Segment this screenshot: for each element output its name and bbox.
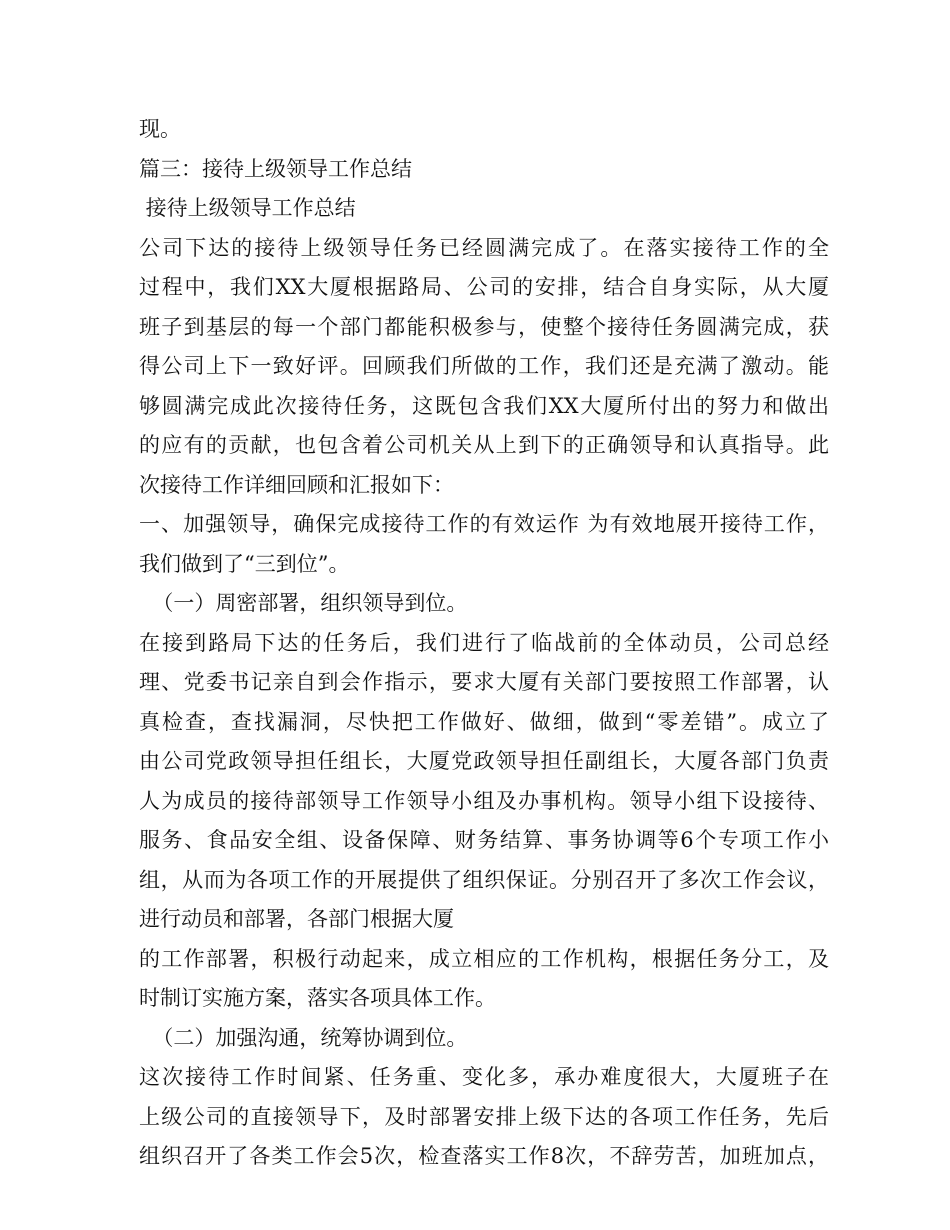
text-line: 服务、食品安全组、设备保障、财务结算、事务协调等6个专项工作小 — [139, 828, 829, 852]
text-line: 得公司上下一致好评。回顾我们所做的工作，我们还是充满了激动。能 — [139, 354, 829, 378]
text-line: 过程中，我们XX大厦根据路局、公司的安排，结合自身实际，从大厦 — [139, 275, 829, 299]
text-line: 的应有的贡献，也包含着公司机关从上到下的正确领导和认真指导。此 — [139, 433, 829, 457]
text-line: 的工作部署，积极行动起来，成立相应的工作机构，根据任务分工，及 — [139, 946, 829, 971]
text-line: （二）加强沟通，统筹协调到位。 — [139, 1025, 468, 1050]
text-line: 公司下达的接待上级领导任务已经圆满完成了。在落实接待工作的全 — [139, 235, 829, 260]
text-line: 这次接待工作时间紧、任务重、变化多，承办难度很大，大厦班子在 — [139, 1065, 829, 1089]
text-line: 我们做到了“三到位”。 — [139, 551, 350, 576]
text-line: 真检查，查找漏洞，尽快把工作做好、做细，做到“零差错”。成立了 — [139, 709, 829, 734]
text-line: 在接到路局下达的任务后，我们进行了临战前的全体动员，公司总经 — [139, 630, 829, 655]
text-line: 由公司党政领导担任组长，大厦党政领导担任副组长，大厦各部门负责 — [139, 749, 829, 773]
text-line: 接待上级领导工作总结 — [139, 196, 356, 220]
text-line: 人为成员的接待部领导工作领导小组及办事机构。领导小组下设接待、 — [139, 788, 829, 813]
text-line: 够圆满完成此次接待任务，这既包含我们XX大厦所付出的努力和做出 — [139, 393, 829, 418]
text-line: 上级公司的直接领导下，及时部署安排上级下达的各项工作任务，先后 — [139, 1104, 829, 1129]
text-line: 组，从而为各项工作的开展提供了组织保证。分别召开了多次工作会议， — [139, 867, 829, 892]
text-line: 进行动员和部署，各部门根据大厦 — [139, 907, 454, 931]
text-line: 组织召开了各类工作会5次，检查落实工作8次，不辞劳苦，加班加点， — [139, 1144, 829, 1168]
text-line: 篇三：接待上级领导工作总结 — [139, 156, 412, 181]
text-line: 理、党委书记亲自到会作指示，要求大厦有关部门要按照工作部署，认 — [139, 670, 829, 694]
text-line: 次接待工作详细回顾和汇报如下： — [139, 472, 454, 497]
document-body — [139, 110, 829, 1177]
text-line: 一、加强领导，确保完成接待工作的有效运作 为有效地展开接待工作， — [139, 512, 829, 536]
text-line: （一）周密部署，组织领导到位。 — [139, 591, 468, 615]
text-line: 现。 — [139, 117, 181, 141]
text-line: 时制订实施方案，落实各项具体工作。 — [139, 986, 496, 1010]
text-line: 班子到基层的每一个部门都能积极参与，使整个接待任务圆满完成，获 — [139, 314, 829, 339]
